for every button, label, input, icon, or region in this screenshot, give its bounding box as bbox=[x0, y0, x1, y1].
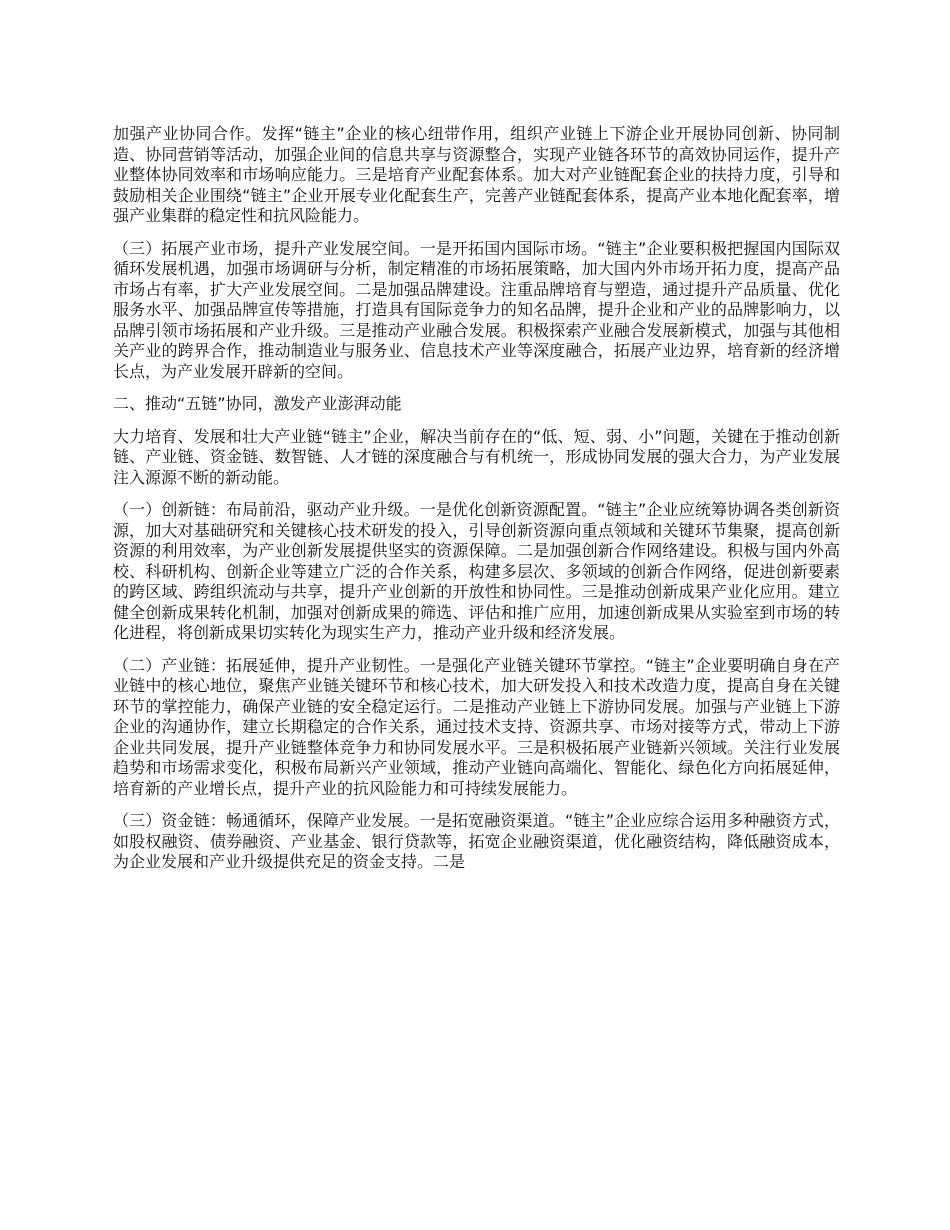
document-body bbox=[113, 124, 840, 885]
paragraph-expand-market: （三）拓展产业市场，提升产业发展空间。一是开拓国内国际市场。“链主”企业要积极把握国内国际双循环发展机遇，加强市场调研与分析，制定精准的市场拓展策略，加大国内外市场开拓力度，提高产品市场占有率，扩大产业发展空间。二是加强品牌建设。注重品牌培育与塑造，通过提升产品质量、优化服务水平、加强品牌宣传等措施，打造具有国际竞争力的知名品牌，提升企业和产业的品牌影响力，以品牌引领市场拓展和产业升级。三是推动产业融合发展。积极探索产业融合发展新模式，加强与其他相关产业的跨界合作，推动制造业与服务业、信息技术产业等深度融合，拓展产业边界，培育新的经济增长点，为产业发展开辟新的空间。 bbox=[113, 238, 840, 381]
paragraph-industry-chain: （二）产业链：拓展延伸，提升产业韧性。一是强化产业链关键环节掌控。“链主”企业要明确自身在产业链中的核心地位，聚焦产业链关键环节和核心技术，加大研发投入和技术改造力度，提高自身在关键环节的掌控能力，确保产业链的安全稳定运行。二是推动产业链上下游协同发展。加强与产业链上下游企业的沟通协作，建立长期稳定的合作关系，通过技术支持、资源共享、市场对接等方式，带动上下游企业共同发展，提升产业链整体竞争力和协同发展水平。三是积极拓展产业链新兴领域。关注行业发展趋势和市场需求变化，积极布局新兴产业领域，推动产业链向高端化、智能化、绿色化方向拓展延伸，培育新的产业增长点，提升产业的抗风险能力和可持续发展能力。 bbox=[113, 655, 840, 798]
section-heading-five-chains: 二、推动“五链”协同，激发产业澎湃动能 bbox=[113, 394, 402, 413]
paragraph-capital-chain: （三）资金链：畅通循环，保障产业发展。一是拓宽融资渠道。“链主”企业应综合运用多种融资方式，如股权融资、债券融资、产业基金、银行贷款等，拓宽企业融资渠道，优化融资结构，降低融资成本，为企业发展和产业升级提供充足的资金支持。二是 bbox=[113, 811, 840, 871]
paragraph-innovation-chain: （一）创新链：布局前沿，驱动产业升级。一是优化创新资源配置。“链主”企业应统筹协调各类创新资源，加大对基础研究和关键核心技术研发的投入，引导创新资源向重点领域和关键环节集聚，提高创新资源的利用效率，为产业创新发展提供坚实的资源保障。二是加强创新合作网络建设。积极与国内外高校、科研机构、创新企业等建立广泛的合作关系，构建多层次、多领域的创新合作网络，促进创新要素的跨区域、跨组织流动与共享，提升产业创新的开放性和协同性。三是推动创新成果产业化应用。建立健全创新成果转化机制，加强对创新成果的筛选、评估和推广应用，加速创新成果从实验室到市场的转化进程，将创新成果切实转化为现实生产力，推动产业升级和经济发展。 bbox=[113, 500, 840, 642]
paragraph-industry-collaboration: 加强产业协同合作。发挥“链主”企业的核心纽带作用，组织产业链上下游企业开展协同创新、协同制造、协同营销等活动，加强企业间的信息共享与资源整合，实现产业链各环节的高效协同运作，提升产业整体协同效率和市场响应能力。三是培育产业配套体系。加大对产业链配套企业的扶持力度，引导和鼓励相关企业围绕“链主”企业开展专业化配套生产，完善产业链配套体系，提高产业本地化配套率，增强产业集群的稳定性和抗风险能力。 bbox=[113, 124, 840, 225]
paragraph-five-chains-intro: 大力培育、发展和壮大产业链“链主”企业，解决当前存在的“低、短、弱、小”问题，关键在于推动创新链、产业链、资金链、数智链、人才链的深度融合与有机统一，形成协同发展的强大合力，为产业发展注入源源不断的新动能。 bbox=[113, 426, 840, 487]
